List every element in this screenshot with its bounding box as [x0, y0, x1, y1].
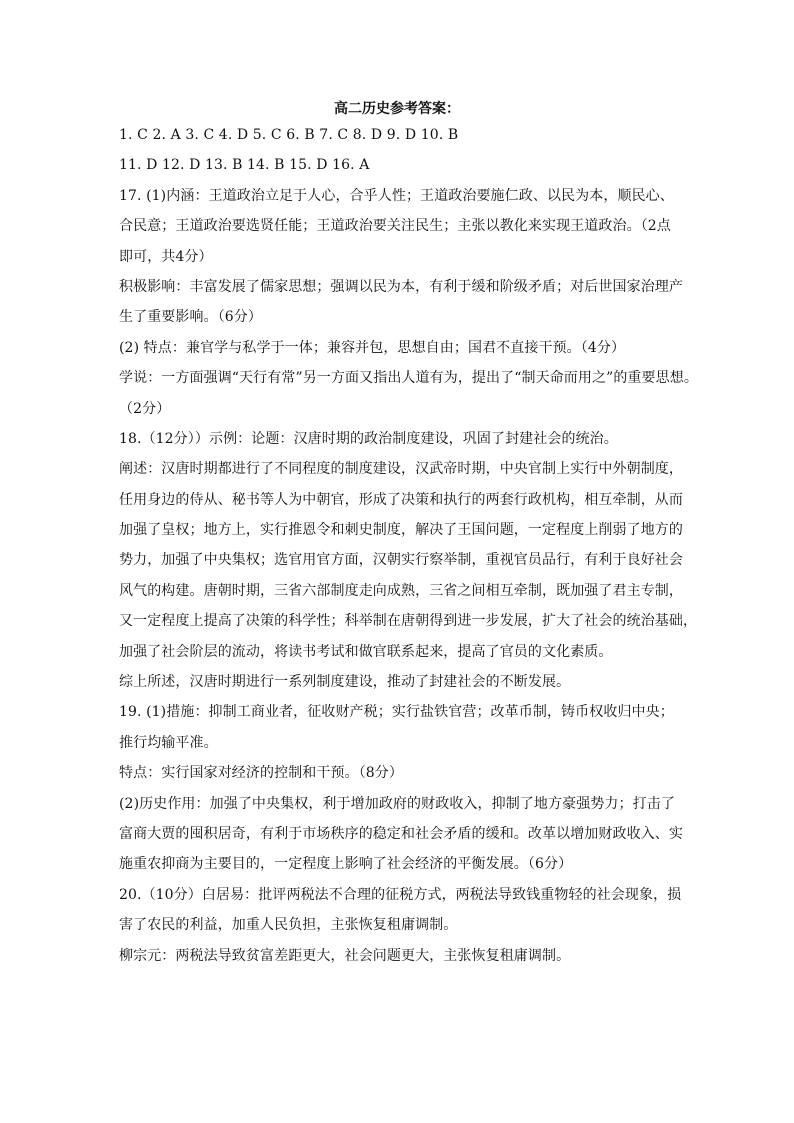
answer-line-25: 施重农抑商为主要目的，一定程度上影响了社会经济的平衡发展。（6分）: [119, 856, 573, 873]
answer-line-14: 加强了皇权；地方上，实行推恩令和刺史制度，解决了王国问题，一定程度上削弱了地方的: [119, 522, 683, 539]
page-title: 高二历史参考答案：: [334, 101, 460, 117]
answer-line-23: (2)历史作用：加强了中央集权，利于增加政府的财政收入，抑制了地方豪强势力；打击了: [119, 795, 675, 812]
answer-line-2: 11. D 12. D 13. B 14. B 15. D 16. A: [119, 157, 370, 174]
answer-line-6: 积极影响：丰富发展了儒家思想；强调以民为本，有利于缓和阶级矛盾；对后世国家治理产: [119, 278, 683, 295]
answer-line-11: 18.（12分））示例：论题：汉唐时期的政治制度建设，巩固了封建社会的统治。: [119, 430, 618, 447]
answer-line-21: 推行均输平准。: [119, 734, 218, 751]
answer-line-28: 柳宗元：两税法导致贫富差距更大，社会问题更大，主张恢复租庸调制。: [119, 947, 571, 964]
answer-line-17: 又一定程度上提高了决策的科学性；科举制在唐朝得到进一步发展，扩大了社会的统治基础，: [119, 613, 698, 630]
answer-line-26: 20.（10分）白居易：批评两税法不合理的征税方式，两税法导致钱重物轻的社会现象，损: [119, 886, 682, 903]
answer-line-3: 17. (1)内涵：王道政治立足于人心，合乎人性；王道政治要施仁政、以民为本，顺民心、: [119, 187, 674, 204]
answer-line-24: 富商大贾的囤积居奇，有利于市场秩序的稳定和社会矛盾的缓和。改革以增加财政收入、实: [119, 825, 683, 842]
answer-line-4: 合民意；王道政治要选贤任能；王道政治要关注民生；主张以教化来实现王道政治。（2点: [119, 218, 671, 235]
answer-line-27: 害了农民的利益，加重人民负担，主张恢复租庸调制。: [119, 917, 458, 934]
answer-line-15: 势力，加强了中央集权；选官用官方面，汉朝实行察举制，重视官员品行，有利于良好社会: [119, 552, 683, 569]
answer-line-13: 任用身边的侍从、秘书等人为中朝官，形成了决策和执行的两套行政机构，相互牵制，从而: [119, 491, 683, 508]
answer-line-10: （2分）: [119, 400, 171, 417]
answer-body: [119, 120, 698, 971]
answer-line-12: 阐述：汉唐时期都进行了不同程度的制度建设，汉武帝时期，中央官制上实行中外朝制度，: [119, 461, 683, 478]
answer-line-19: 综上所述，汉唐时期进行一系列制度建设，推动了封建社会的不断发展。: [119, 674, 571, 691]
answer-line-7: 生了重要影响。（6分）: [119, 309, 263, 326]
answer-line-1: 1. C 2. A 3. C 4. D 5. C 6. B 7. C 8. D 9. D 10. B: [119, 127, 459, 143]
answer-line-5: 即可，共4分）: [119, 248, 213, 265]
answer-line-8: (2) 特点：兼官学与私学于一体；兼容并包，思想自由；国君不直接干预。（4分）: [119, 339, 626, 356]
answer-line-16: 风气的构建。唐朝时期，三省六部制度走向成熟，三省之间相互牵制，既加强了君主专制，: [119, 582, 683, 599]
answer-line-22: 特点：实行国家对经济的控制和干预。（8分）: [119, 765, 404, 782]
answer-line-18: 加强了社会阶层的流动，将读书考试和做官联系起来，提高了官员的文化素质。: [119, 643, 613, 660]
answer-line-9: 学说：一方面强调“天行有常”另一方面又指出人道有为，提出了“制天命而用之”的重要思想。: [119, 370, 698, 387]
answer-line-20: 19. (1)措施：抑制工商业者，征收财产税；实行盐铁官营；改革币制，铸币权收归中央；: [119, 704, 674, 721]
